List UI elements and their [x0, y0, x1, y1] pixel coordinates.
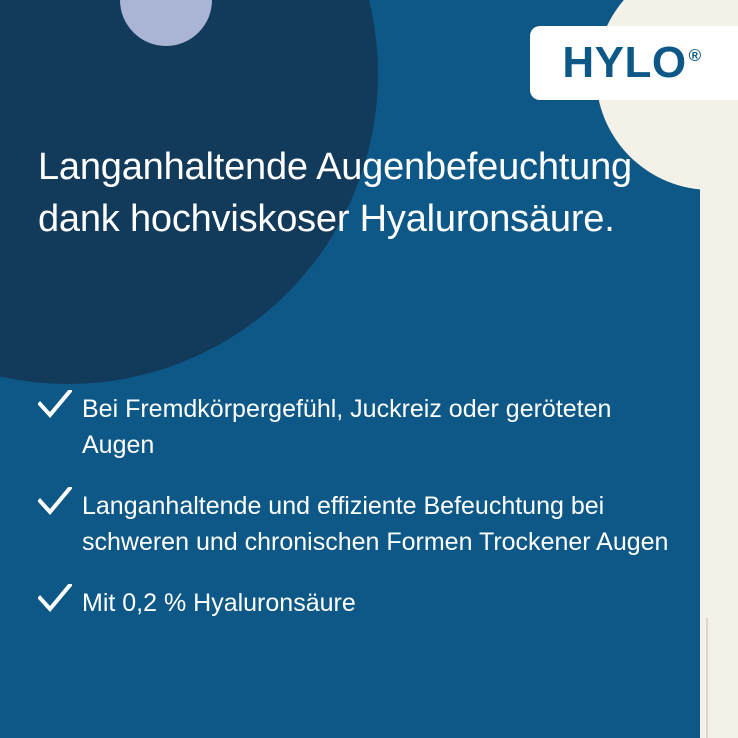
brand-logo-plate	[530, 26, 738, 100]
decorative-corner-line	[706, 618, 708, 738]
check-icon	[38, 584, 82, 614]
list-item	[38, 489, 688, 560]
list-item	[38, 586, 688, 622]
list-item-label: Bei Fremdkörpergefühl, Juckreiz oder geröteten Augen	[82, 395, 612, 459]
list-item	[38, 392, 688, 463]
registered-mark-icon: ®	[688, 46, 702, 66]
brand-logo	[562, 38, 705, 87]
list-item-label: Mit 0,2 % Hyaluronsäure	[82, 589, 356, 617]
check-icon	[38, 390, 82, 420]
page-title: Langanhaltende Augenbefeuchtung dank hochviskoser Hyaluronsäure.	[38, 146, 632, 240]
benefits-list	[38, 392, 688, 648]
check-icon	[38, 487, 82, 517]
list-item-label: Langanhaltende und effiziente Befeuchtung bei schweren und chronischen Formen Trockener Augen	[82, 492, 669, 556]
brand-logo-text: HYLO	[562, 38, 687, 87]
